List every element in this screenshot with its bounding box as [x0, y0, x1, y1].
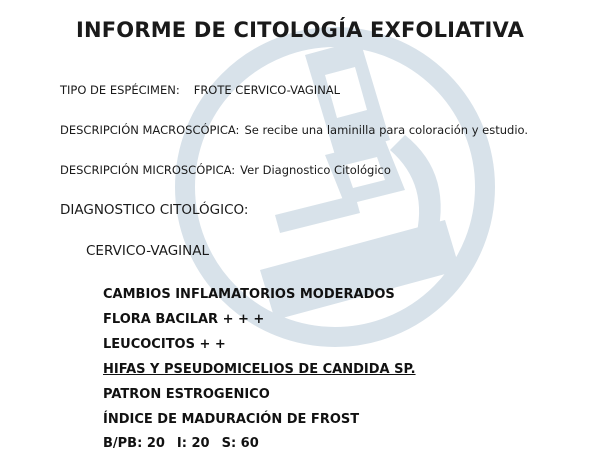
region-label: CERVICO-VAGINAL: [86, 243, 209, 259]
macro-value: Se recibe una laminilla para coloración y estudio.: [244, 123, 529, 137]
macro-row: [60, 123, 528, 137]
micro-label: DESCRIPCIÓN MICROSCÓPICA:: [60, 163, 236, 177]
diagnosis-label: DIAGNOSTICO CITOLÓGICO:: [60, 202, 249, 218]
finding-maturation-index: ÍNDICE DE MADURACIÓN DE FROST: [103, 412, 360, 427]
maturation-values: [103, 436, 259, 451]
micro-value: Ver Diagnostico Citológico: [240, 163, 391, 177]
specimen-value: FROTE CERVICO-VAGINAL: [193, 83, 341, 97]
finding-leukocytes: LEUCOCITOS + +: [103, 337, 226, 352]
micro-row: [60, 163, 391, 177]
specimen-row: [60, 83, 340, 97]
finding-estrogenic-pattern: PATRON ESTROGENICO: [103, 387, 270, 402]
report-title: INFORME DE CITOLOGÍA EXFOLIATIVA: [75, 18, 525, 42]
maturation-s: S: 60: [221, 436, 259, 451]
finding-bacillary-flora: FLORA BACILAR + + +: [103, 312, 265, 327]
macro-label: DESCRIPCIÓN MACROSCÓPICA:: [60, 123, 240, 137]
maturation-i: I: 20: [176, 436, 210, 451]
maturation-bpb: B/PB: 20: [103, 436, 165, 451]
finding-inflammatory: CAMBIOS INFLAMATORIOS MODERADOS: [103, 287, 395, 302]
finding-candida: HIFAS Y PSEUDOMICELIOS DE CANDIDA SP.: [103, 362, 416, 377]
specimen-label: TIPO DE ESPÉCIMEN:: [60, 83, 180, 97]
